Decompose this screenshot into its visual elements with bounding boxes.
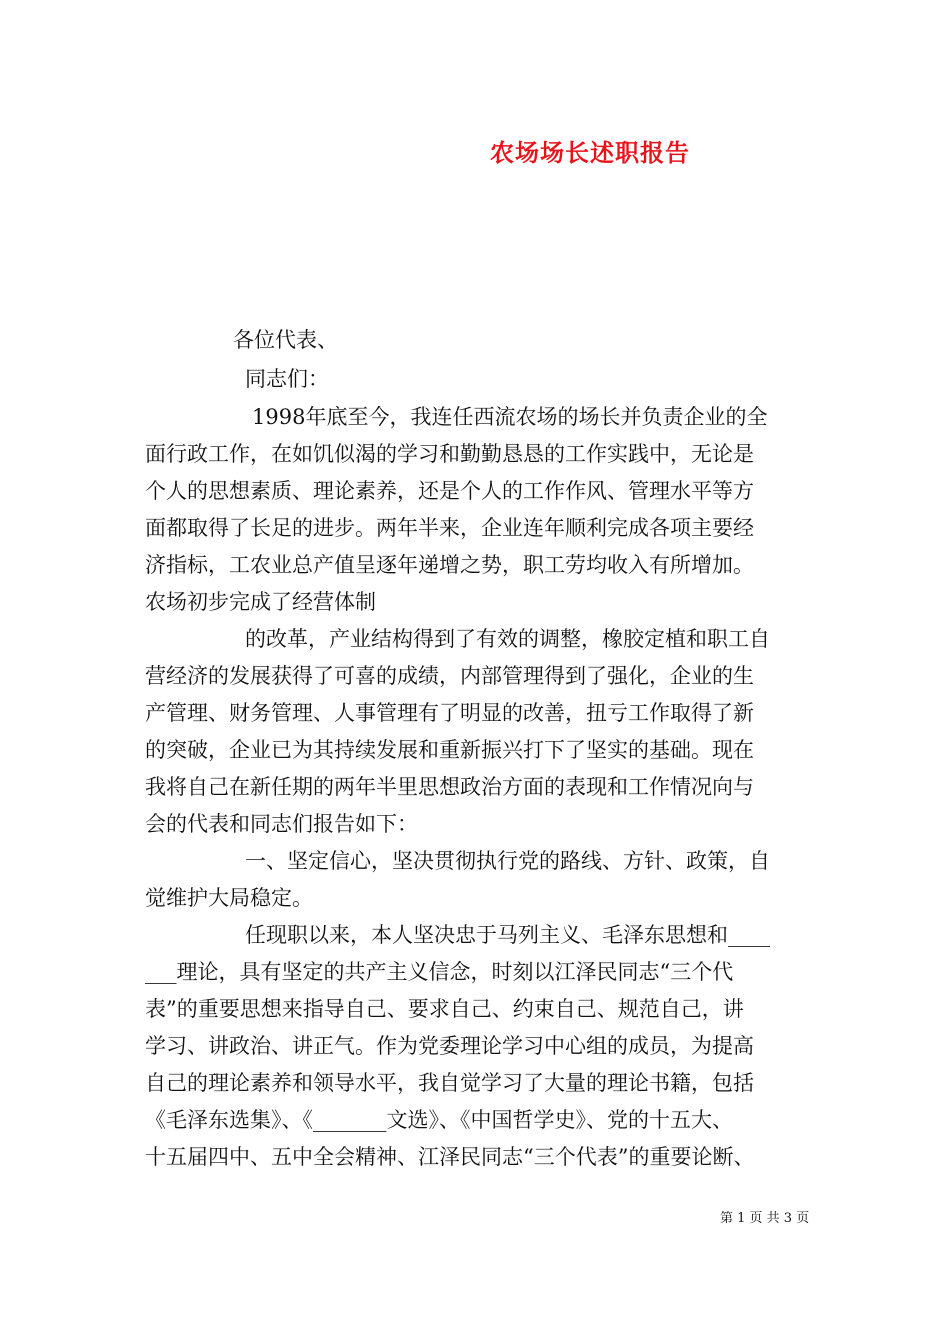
text-line: 农场初步完成了经营体制 [145,590,376,614]
text-line: 个人的思想素质、理论素养，还是个人的工作作风、管理水平等方 [145,479,754,503]
text-line: 营经济的发展获得了可喜的成绩，内部管理得到了强化，企业的生 [145,664,754,688]
text-line: 一、坚定信心，坚决贯彻执行党的路线、方针、政策，自 [245,849,770,873]
text-line: 表”的重要思想来指导自己、要求自己、约束自己、规范自己，讲 [145,997,744,1021]
text-line: 面都取得了长足的进步。两年半来，企业连年顺利完成各项主要经 [145,516,754,540]
text-line: 面行政工作，在如饥似渴的学习和勤勤恳恳的工作实践中，无论是 [145,442,754,466]
text-line: 济指标，工农业总产值呈逐年递增之势，职工劳均收入有所增加。 [145,553,754,577]
text-line: 任现职以来，本人坚决忠于马列主义、毛泽东思想和____ [245,923,770,947]
document-title: 农场场长述职报告 [490,138,690,167]
text-line: 同志们： [245,367,329,391]
text-line: ___理论，具有坚定的共产主义信念，时刻以江泽民同志“三个代 [145,960,734,984]
text-line: 的突破，企业已为其持续发展和重新振兴打下了坚实的基础。现在 [145,738,754,762]
text-line: 的改革，产业结构得到了有效的调整，橡胶定植和职工自 [245,627,770,651]
text-line: 觉维护大局稳定。 [145,886,313,910]
text-line: 《毛泽东选集》、《_______文选》、《中国哲学史》、党的十五大、 [145,1108,733,1132]
text-line: 十五届四中、五中全会精神、江泽民同志“三个代表”的重要论断、 [145,1145,755,1169]
text-line: 会的代表和同志们报告如下： [145,812,418,836]
text-line: 自己的理论素养和领导水平，我自觉学习了大量的理论书籍，包括 [145,1071,754,1095]
text-line: 各位代表、 [233,328,338,352]
page-number: 第 1 页 共 3 页 [720,1211,810,1226]
text-line: 我将自己在新任期的两年半里思想政治方面的表现和工作情况向与 [145,775,754,799]
text-line: 产管理、财务管理、人事管理有了明显的改善，扭亏工作取得了新 [145,701,754,725]
text-line: 1998年底至今，我连任西流农场的场长并负责企业的全 [252,405,768,429]
text-line: 学习、讲政治、讲正气。作为党委理论学习中心组的成员，为提高 [145,1034,754,1058]
